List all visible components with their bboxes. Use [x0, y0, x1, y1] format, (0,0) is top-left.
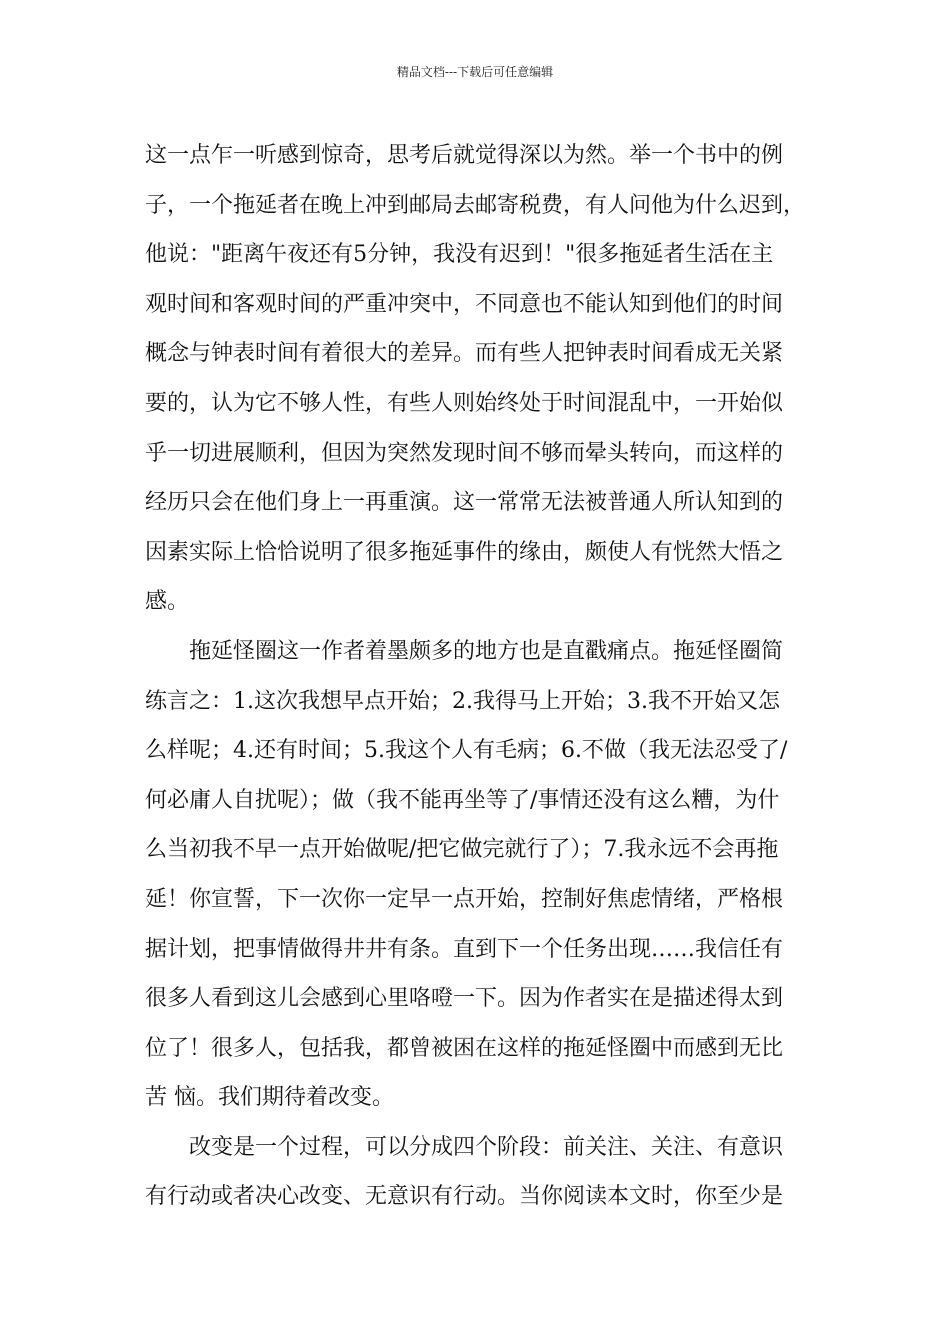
text-line: 子，一个拖延者在晚上冲到邮局去邮寄税费，有人问他为什么迟到，: [145, 192, 806, 218]
page-header: 精品文档---下载后可任意编辑: [396, 65, 554, 79]
text-line: 延！你宣誓，下一次你一定早一点开始，控制好焦虑情绪，严格根: [145, 886, 784, 912]
text-line: 观时间和客观时间的严重冲突中，不同意也不能认知到他们的时间: [145, 291, 784, 317]
text-line: 改变是一个过程，可以分成四个阶段：前关注、关注、有意识: [189, 1134, 784, 1160]
paragraph-2: [145, 627, 813, 1123]
text-line: 因素实际上恰恰说明了很多拖延事件的缘由，颇使人有恍然大悟之: [145, 539, 784, 565]
text-line: 何必庸人自扰呢）；做（我不能再坐等了/事情还没有这么糟，为什: [145, 787, 780, 813]
text-line: 么样呢；4.还有时间；5.我这个人有毛病；6.不做（我无法忍受了/: [145, 738, 788, 764]
text-line: 要的，认为它不够人性，有些人则始终处于时间混乱中，一开始似: [145, 390, 784, 416]
text-line: 这一点乍一听感到惊奇，思考后就觉得深以为然。举一个书中的例: [145, 143, 784, 168]
text-line: 位了！很多人，包括我，都曾被困在这样的拖延怪圈中而感到无比: [145, 1035, 784, 1061]
paragraph-3: [145, 1123, 813, 1222]
text-line: 乎一切进展顺利，但因为突然发现时间不够而晕头转向，而这样的: [145, 440, 784, 466]
text-line: 概念与钟表时间有着很大的差异。而有些人把钟表时间看成无关紧: [145, 341, 784, 367]
text-line: 苦 恼。我们期待着改变。: [145, 1085, 394, 1111]
text-line: 感。: [145, 589, 190, 615]
text-line: 据计划，把事情做得井井有条。直到下一个任务出现……我信任有: [145, 936, 784, 962]
paragraph-1: [145, 131, 813, 627]
text-line: 练言之：1.这次我想早点开始；2.我得马上开始；3.我不开始又怎: [145, 688, 780, 714]
text-line: 经历只会在他们身上一再重演。这一常常无法被普通人所认知到的: [145, 490, 784, 516]
text-line: 有行动或者决心改变、无意识有行动。当你阅读本文时，你至少是: [145, 1184, 784, 1210]
text-line: 拖延怪圈这一作者着墨颇多的地方也是直戳痛点。拖延怪圈简: [189, 638, 784, 664]
document-body: [145, 131, 813, 1222]
text-line: 他说："距离午夜还有5分钟，我没有迟到！"很多拖延者生活在主: [145, 242, 774, 268]
text-line: 么当初我不早一点开始做呢/把它做完就行了）；7.我永远不会再拖: [145, 837, 779, 863]
text-line: 很多人看到这儿会感到心里咯噔一下。因为作者实在是描述得太到: [145, 986, 784, 1012]
